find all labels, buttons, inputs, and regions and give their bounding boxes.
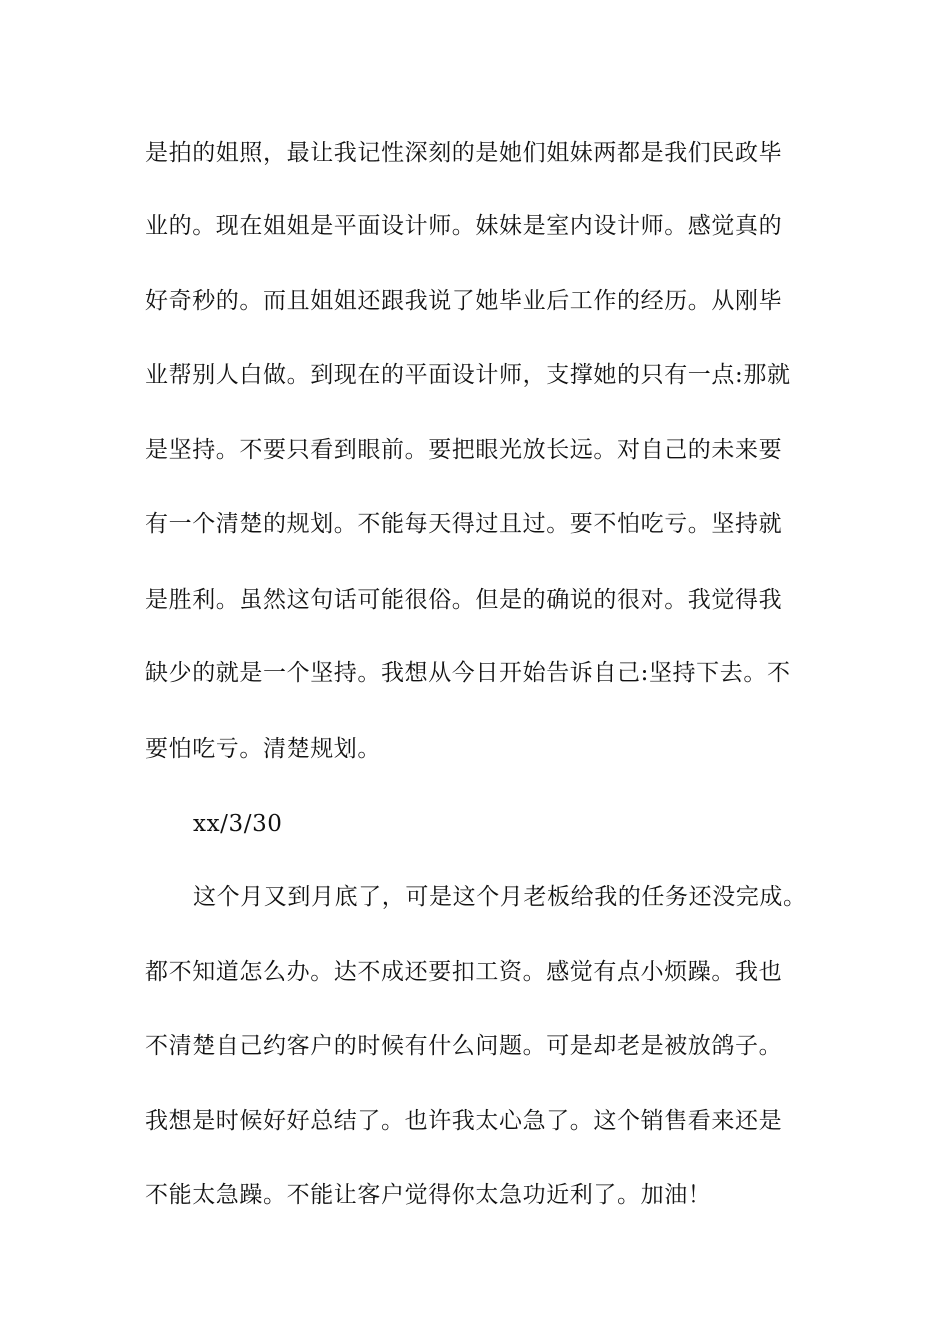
text-line: 业帮别人白做。到现在的平面设计师，支撑她的只有一点:那就 [145,362,791,388]
text-line: 是胜利。虽然这句话可能很俗。但是的确说的很对。我觉得我 [145,587,783,613]
text-line: 要怕吃亏。清楚规划。 [145,736,381,762]
text-line: 这个月又到月底了，可是这个月老板给我的任务还没完成。 [193,884,807,910]
text-line: 缺少的就是一个坚持。我想从今日开始告诉自己:坚持下去。不 [145,660,791,686]
text-line: 有一个清楚的规划。不能每天得过且过。要不怕吃亏。坚持就 [145,511,783,537]
text-line: 不能太急躁。不能让客户觉得你太急功近利了。加油！ [145,1182,712,1208]
text-line: 好奇秒的。而且姐姐还跟我说了她毕业后工作的经历。从刚毕 [145,288,783,314]
text-line: 是拍的姐照，最让我记性深刻的是她们姐妹两都是我们民政毕 [145,140,783,166]
text-line: 都不知道怎么办。达不成还要扣工资。感觉有点小烦躁。我也 [145,959,783,985]
text-line: 我想是时候好好总结了。也许我太心急了。这个销售看来还是 [145,1108,783,1134]
entry-date: xx/3/30 [193,811,283,837]
text-line: 是坚持。不要只看到眼前。要把眼光放长远。对自己的未来要 [145,437,783,463]
text-line: 不清楚自己约客户的时候有什么问题。可是却老是被放鸽子。 [145,1033,783,1059]
text-line: 业的。现在姐姐是平面设计师。妹妹是室内设计师。感觉真的 [145,213,783,239]
